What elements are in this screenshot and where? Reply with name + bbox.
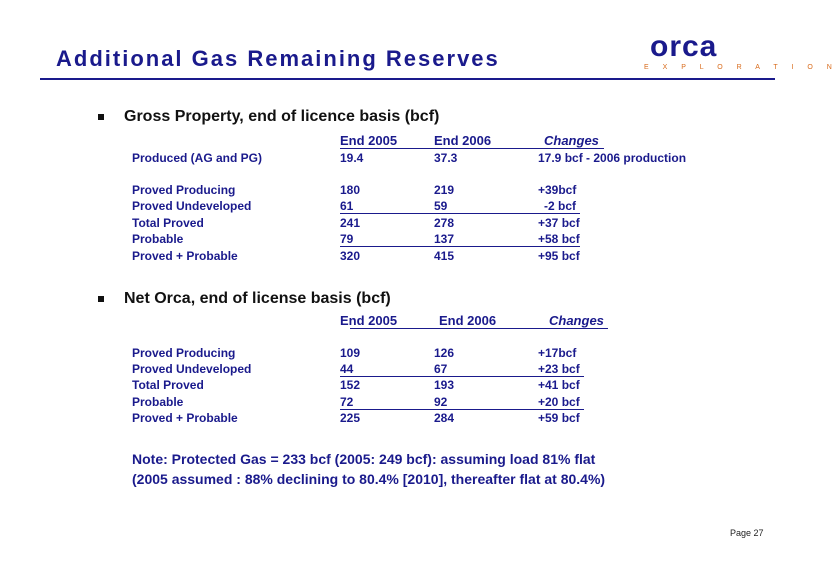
table-row	[132, 411, 772, 427]
logo-subtext: E X P L O R A T I O N	[644, 64, 838, 71]
orca-logo	[640, 30, 838, 74]
col-header-2006: End 2006	[439, 313, 497, 328]
table-row	[132, 249, 772, 265]
value-2005: 241	[340, 216, 361, 230]
table-row	[132, 378, 772, 394]
value-2006: 92	[434, 395, 448, 409]
value-2006: 37.3	[434, 151, 458, 165]
row-label: Proved + Probable	[132, 249, 238, 263]
value-2005: 19.4	[340, 151, 364, 165]
value-2006: 219	[434, 183, 455, 197]
value-change: -2 bcf	[544, 199, 577, 213]
value-2005: 152	[340, 378, 361, 392]
value-change: +20 bcf	[538, 395, 580, 409]
col-header-2005: End 2005	[340, 133, 398, 148]
value-change: +59 bcf	[538, 411, 580, 425]
col-header-2006: End 2006	[434, 133, 492, 148]
subtotal-underline	[340, 246, 580, 247]
col-header-changes: Changes	[549, 313, 604, 328]
value-2005: 44	[340, 362, 354, 376]
subtotal-underline	[340, 376, 584, 377]
page-title: Additional Gas Remaining Reserves	[56, 46, 500, 71]
table-row	[132, 216, 772, 232]
value-2006: 193	[434, 378, 455, 392]
row-label: Probable	[132, 232, 184, 246]
value-2005: 180	[340, 183, 361, 197]
value-change: +95 bcf	[538, 249, 580, 263]
net-heading-text: Net Orca, end of license basis (bcf)	[124, 290, 391, 307]
value-change: +23 bcf	[538, 362, 580, 376]
value-2006: 137	[434, 232, 455, 246]
header-underline	[340, 148, 604, 149]
gross-table-header	[132, 133, 772, 149]
value-2006: 126	[434, 346, 455, 360]
row-label: Proved + Probable	[132, 411, 238, 425]
note-line-2: (2005 assumed : 88% declining to 80.4% [2010], thereafter flat at 80.4%)	[132, 471, 606, 487]
row-label: Proved Undeveloped	[132, 199, 252, 213]
value-2006: 278	[434, 216, 455, 230]
value-change: 17.9 bcf - 2006 production	[538, 151, 687, 165]
row-label: Total Proved	[132, 378, 204, 392]
value-2005: 225	[340, 411, 361, 425]
table-row	[132, 346, 772, 362]
value-2006: 67	[434, 362, 448, 376]
value-2005: 320	[340, 249, 361, 263]
page-number: Page 27	[730, 528, 764, 538]
value-2006: 59	[434, 199, 448, 213]
col-header-changes: Changes	[544, 133, 599, 148]
value-change: +41 bcf	[538, 378, 580, 392]
value-change: +58 bcf	[538, 232, 580, 246]
value-2006: 284	[434, 411, 455, 425]
value-2005: 109	[340, 346, 361, 360]
value-2006: 415	[434, 249, 455, 263]
subtotal-underline	[340, 409, 584, 410]
row-label: Produced (AG and PG)	[132, 151, 263, 165]
note-line-1: Note: Protected Gas = 233 bcf (2005: 249 bcf): assuming load 81% flat	[132, 451, 596, 467]
value-2005: 79	[340, 232, 354, 246]
bullet-icon	[98, 296, 104, 302]
row-label: Proved Producing	[132, 183, 236, 197]
title-rule	[40, 78, 775, 80]
value-change: +37 bcf	[538, 216, 580, 230]
logo-text: orca	[650, 30, 718, 63]
subtotal-underline	[340, 213, 580, 214]
value-change: +17bcf	[538, 346, 577, 360]
net-table-header	[132, 313, 772, 329]
gross-heading-text: Gross Property, end of licence basis (bcf)	[124, 108, 440, 125]
gross-section-heading	[98, 108, 439, 126]
table-row	[132, 151, 772, 167]
row-label: Total Proved	[132, 216, 204, 230]
value-2005: 61	[340, 199, 354, 213]
value-2005: 72	[340, 395, 354, 409]
row-label: Probable	[132, 395, 184, 409]
header-underline	[350, 328, 608, 329]
net-section-heading	[98, 290, 391, 308]
col-header-2005: End 2005	[340, 313, 398, 328]
row-label: Proved Undeveloped	[132, 362, 252, 376]
bullet-icon	[98, 114, 104, 120]
row-label: Proved Producing	[132, 346, 236, 360]
table-row	[132, 183, 772, 199]
value-change: +39bcf	[538, 183, 577, 197]
